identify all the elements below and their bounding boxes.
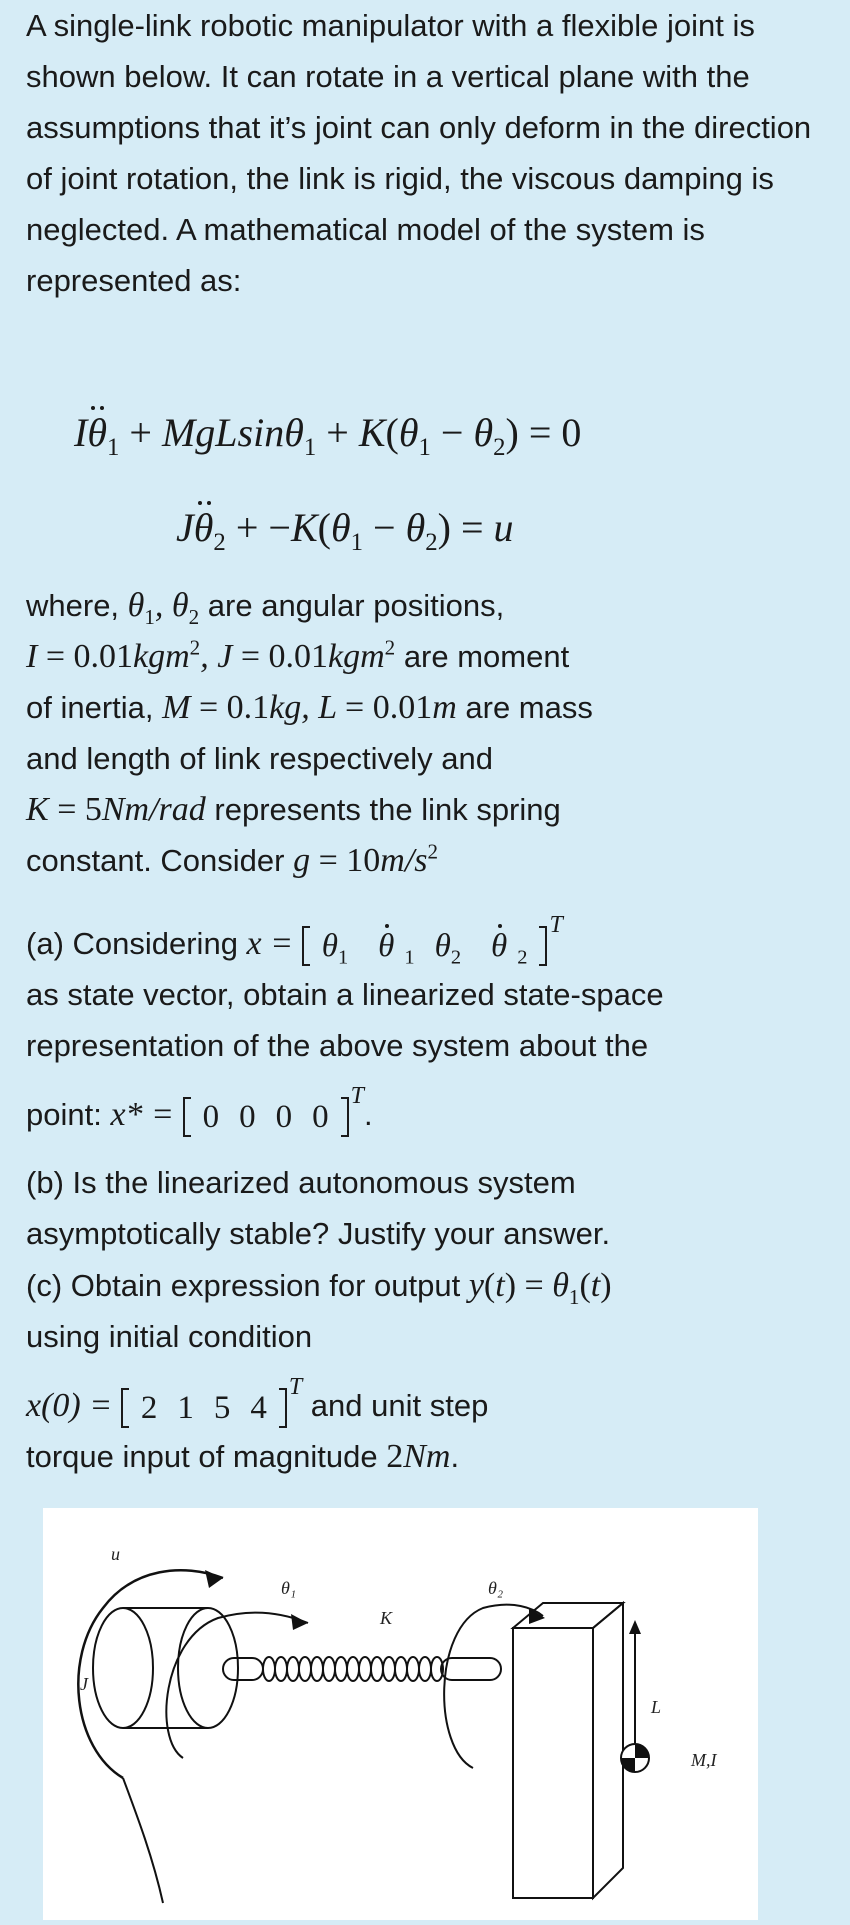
motor-right-face xyxy=(178,1608,238,1728)
equilibrium-point: 0 0 0 0 xyxy=(183,1097,349,1137)
motor-left-face xyxy=(93,1608,153,1728)
state-vector: $\theta_1$ θ $_1$ $\theta_2$ θ $_2$ xyxy=(302,926,548,966)
torque-arrow-u-head xyxy=(205,1570,223,1588)
torque-arrow-u-tail xyxy=(123,1778,163,1903)
part-c: (c) Obtain expression for output $y(t) = \theta_1(t)$ using initial condition x(0) = 2 1 5 $4^T$ and unit step torque input of magnitude 2Nm. xyxy=(26,1267,612,1475)
spring xyxy=(263,1657,443,1681)
torque-arrow-u xyxy=(78,1570,223,1778)
center-of-mass-icon xyxy=(621,1744,649,1772)
label-u: u xyxy=(111,1544,120,1564)
initial-condition-vector: 2 1 5 4 xyxy=(121,1388,287,1428)
manipulator-diagram xyxy=(43,1508,758,1920)
problem-container xyxy=(26,0,826,1475)
label-j: J xyxy=(80,1674,88,1694)
label-theta2: θ₂ xyxy=(488,1578,504,1598)
part-b: (b) Is the linearized autonomous system asymptotically stable? Justify your answer. xyxy=(26,1165,611,1251)
parameters-paragraph: where, $\theta_1$, $\theta_2$ are angular positions, I = 0.01kgm$^2$, J = 0.01kgm$^2$ are moment of inertia, M = 0.1kg, L = 0.01m are mass and length of link respectively and K = 5Nm/rad represents the link spring constant. Consider $g = 10m/s^2$ xyxy=(26,587,593,879)
link-shaft xyxy=(441,1658,501,1680)
theta1-arrow-head xyxy=(291,1614,308,1630)
intro-paragraph: A single-link robotic manipulator with a flexible joint is shown below. It can rotate in a vertical plane with the assumptions that it’s joint can only deform in the direction of joint rotation, the link is rigid, the viscous damping is neglected. A mathematical model of the system is represented as: xyxy=(26,8,812,298)
equation-2: $J\theta_2 + -K(\theta_1 - \theta_2) = u$ xyxy=(176,505,514,556)
link-block xyxy=(513,1603,623,1898)
motor-shaft xyxy=(223,1658,263,1680)
label-theta1: θ₁ xyxy=(281,1578,297,1598)
part-a: (a) Considering $x = \theta_1$ θ $_1$ $\theta_2$ θ $_2^T$ as state vector, obtain a linearized state-space representation of the above system about the point: x* = 0 0 0 $0^T$. xyxy=(26,912,664,1135)
label-mi: M,I xyxy=(691,1750,717,1770)
manipulator-figure xyxy=(43,1508,758,1920)
equation-1: $I\theta_1 + MgLsin\theta_1 + K(\theta_1 - \theta_2) = 0$ xyxy=(74,410,582,461)
label-k: K xyxy=(380,1608,393,1628)
label-l: L xyxy=(651,1697,662,1717)
